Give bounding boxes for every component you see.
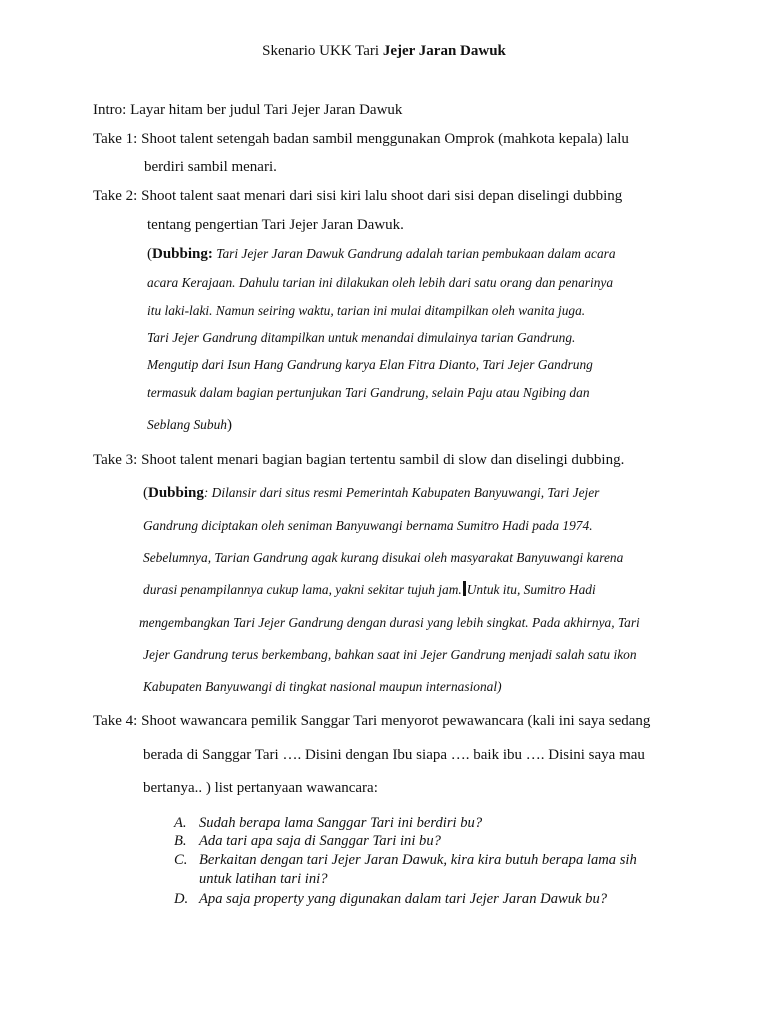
question-text: Sudah berapa lama Sanggar Tari ini berdiri bu?: [199, 815, 483, 831]
take3-dubbing-line2: Gandrung diciptakan oleh seniman Banyuwangi bernama Sumitro Hadi pada 1974.: [143, 518, 593, 533]
list-marker: B.: [174, 833, 187, 849]
take2-dubbing-line3: itu laki-laki. Namun seiring waktu, tarian ini mulai ditampilkan oleh wanita juga.: [147, 303, 586, 318]
dubbing-text: Seblang Subuh: [147, 417, 227, 432]
paren-open: (: [147, 246, 152, 262]
paren-close: ): [226, 417, 232, 433]
take2-dubbing-line2: acara Kerajaan. Dahulu tarian ini dilakukan oleh lebih dari satu orang dan penarinya: [147, 275, 614, 290]
dubbing-text: Untuk itu, Sumitro Hadi: [466, 582, 596, 597]
take2-line2: tentang pengertian Tari Jejer Jaran Dawuk.: [147, 217, 404, 233]
take2-dubbing-line4: Tari Jejer Gandrung ditampilkan untuk menandai dimulainya tarian Gandrung.: [147, 330, 576, 345]
dubbing-text: : Dilansir dari situs resmi Pemerintah Kabupaten Banyuwangi, Tari Jejer: [203, 485, 600, 500]
intro-line: Intro: Layar hitam ber judul Tari Jejer Jaran Dawuk: [93, 102, 403, 118]
take3-dubbing-line5: mengembangkan Tari Jejer Gandrung dengan durasi yang lebih singkat. Pada akhirnya, Tari: [139, 615, 640, 630]
take1-line2: berdiri sambil menari.: [144, 159, 277, 175]
take3-dubbing-line7: Kabupaten Banyuwangi di tingkat nasional maupun internasional): [143, 679, 502, 694]
list-item-continuation: untuk latihan tari ini?: [199, 871, 328, 887]
take2-dubbing-line1: [147, 245, 616, 263]
dubbing-text: Tari Jejer Jaran Dawuk Gandrung adalah tarian pembukaan dalam acara: [212, 246, 616, 261]
take3-line1: Take 3: Shoot talent menari bagian bagian tertentu sambil di slow dan diselingi dubbing.: [93, 452, 625, 468]
list-marker: C.: [174, 852, 188, 868]
take2-dubbing-line7: [147, 416, 232, 434]
dubbing-label: Dubbing:: [152, 246, 213, 262]
text-cursor-icon: [463, 581, 466, 596]
take2-dubbing-line5: Mengutip dari Isun Hang Gandrung karya Elan Fitra Dianto, Tari Jejer Gandrung: [147, 357, 593, 372]
question-text: Apa saja property yang digunakan dalam tari Jejer Jaran Dawuk bu?: [199, 891, 608, 907]
take1-line1: Take 1: Shoot talent setengah badan sambil menggunakan Omprok (mahkota kepala) lalu: [93, 131, 629, 147]
title-bold: Jejer Jaran Dawuk: [382, 43, 506, 59]
list-marker: A.: [174, 815, 187, 831]
dubbing-text: durasi penampilannya cukup lama, yakni sekitar tujuh jam.: [143, 582, 462, 597]
take4-line2: berada di Sanggar Tari …. Disini dengan Ibu siapa …. baik ibu …. Disini saya mau: [143, 747, 645, 763]
take3-dubbing-line4: [143, 581, 596, 599]
take4-line3: bertanya.. ) list pertanyaan wawancara:: [143, 780, 378, 796]
take4-line1: Take 4: Shoot wawancara pemilik Sanggar Tari menyorot pewawancara (kali ini saya sedang: [93, 713, 651, 729]
dubbing-label: Dubbing: [148, 485, 204, 501]
title-prefix: Skenario UKK Tari: [262, 43, 383, 59]
list-marker: D.: [174, 891, 189, 907]
take3-dubbing-line1: [143, 484, 599, 502]
question-text: Berkaitan dengan tari Jejer Jaran Dawuk, kira kira butuh berapa lama sih: [199, 852, 637, 868]
take3-dubbing-line6: Jejer Gandrung terus berkembang, bahkan saat ini Jejer Gandrung menjadi salah satu ikon: [143, 647, 637, 662]
take3-dubbing-line3: Sebelumnya, Tarian Gandrung agak kurang disukai oleh masyarakat Banyuwangi karena: [143, 550, 624, 565]
question-text: Ada tari apa saja di Sanggar Tari ini bu?: [199, 833, 441, 849]
paren-open: (: [143, 485, 148, 501]
take2-dubbing-line6: termasuk dalam bagian pertunjukan Tari Gandrung, selain Paju atau Ngibing dan: [147, 385, 590, 400]
document-title: [0, 42, 768, 60]
take2-line1: Take 2: Shoot talent saat menari dari sisi kiri lalu shoot dari sisi depan diselingi dubbing: [93, 188, 623, 204]
